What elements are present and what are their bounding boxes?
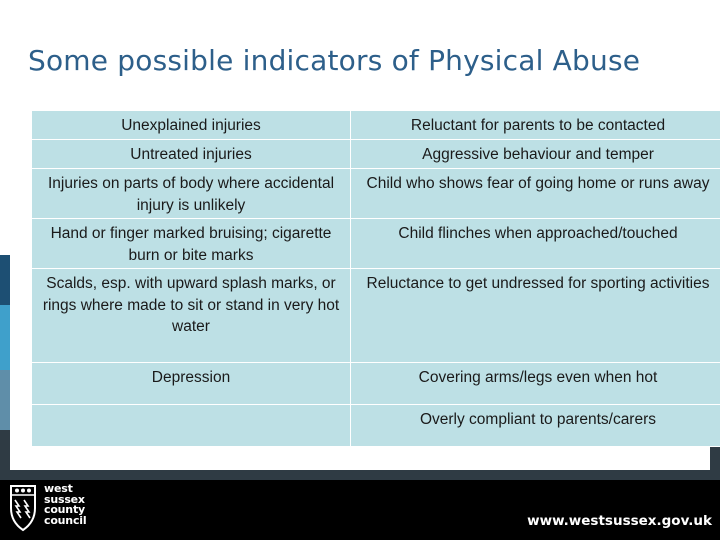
table-cell: Child who shows fear of going home or runs away: [351, 169, 720, 219]
table-cell: Aggressive behaviour and temper: [351, 140, 720, 169]
table-row: [32, 219, 720, 269]
table-row: [32, 111, 720, 140]
logo-line: council: [44, 513, 87, 527]
website-url[interactable]: www.westsussex.gov.uk: [527, 513, 712, 529]
table-row: [32, 363, 720, 405]
table-row: [32, 140, 720, 169]
indicators-table: [31, 110, 720, 447]
logo-line: sussex: [44, 492, 85, 506]
table-cell: Overly compliant to parents/carers: [351, 405, 720, 447]
logo-line: west: [44, 482, 73, 495]
table-cell: Covering arms/legs even when hot: [351, 363, 720, 405]
table-cell: Child flinches when approached/touched: [351, 219, 720, 269]
table-cell: [32, 405, 351, 447]
page-title: Some possible indicators of Physical Abuse: [28, 44, 641, 77]
table-cell: Reluctant for parents to be contacted: [351, 111, 720, 140]
council-logo: [8, 484, 98, 536]
logo-line: county: [44, 503, 85, 516]
table-row: [32, 169, 720, 219]
west-sussex-crest-icon: [8, 484, 38, 532]
table-row: [32, 269, 720, 363]
table-cell: Scalds, esp. with upward splash marks, or rings where made to sit or stand in very hot water: [32, 269, 351, 363]
table-cell: Injuries on parts of body where accidental injury is unlikely: [32, 169, 351, 219]
table-cell: Hand or finger marked bruising; cigarette burn or bite marks: [32, 219, 351, 269]
table-cell: Unexplained injuries: [32, 111, 351, 140]
slide-panel: [10, 8, 710, 470]
council-logo-text: [44, 484, 86, 526]
table-cell: Reluctance to get undressed for sporting activities: [351, 269, 720, 363]
table-row: [32, 405, 720, 447]
table-cell: Depression: [32, 363, 351, 405]
footer-bar: [0, 480, 720, 540]
indicators-table-wrap: [31, 110, 720, 447]
table-cell: Untreated injuries: [32, 140, 351, 169]
